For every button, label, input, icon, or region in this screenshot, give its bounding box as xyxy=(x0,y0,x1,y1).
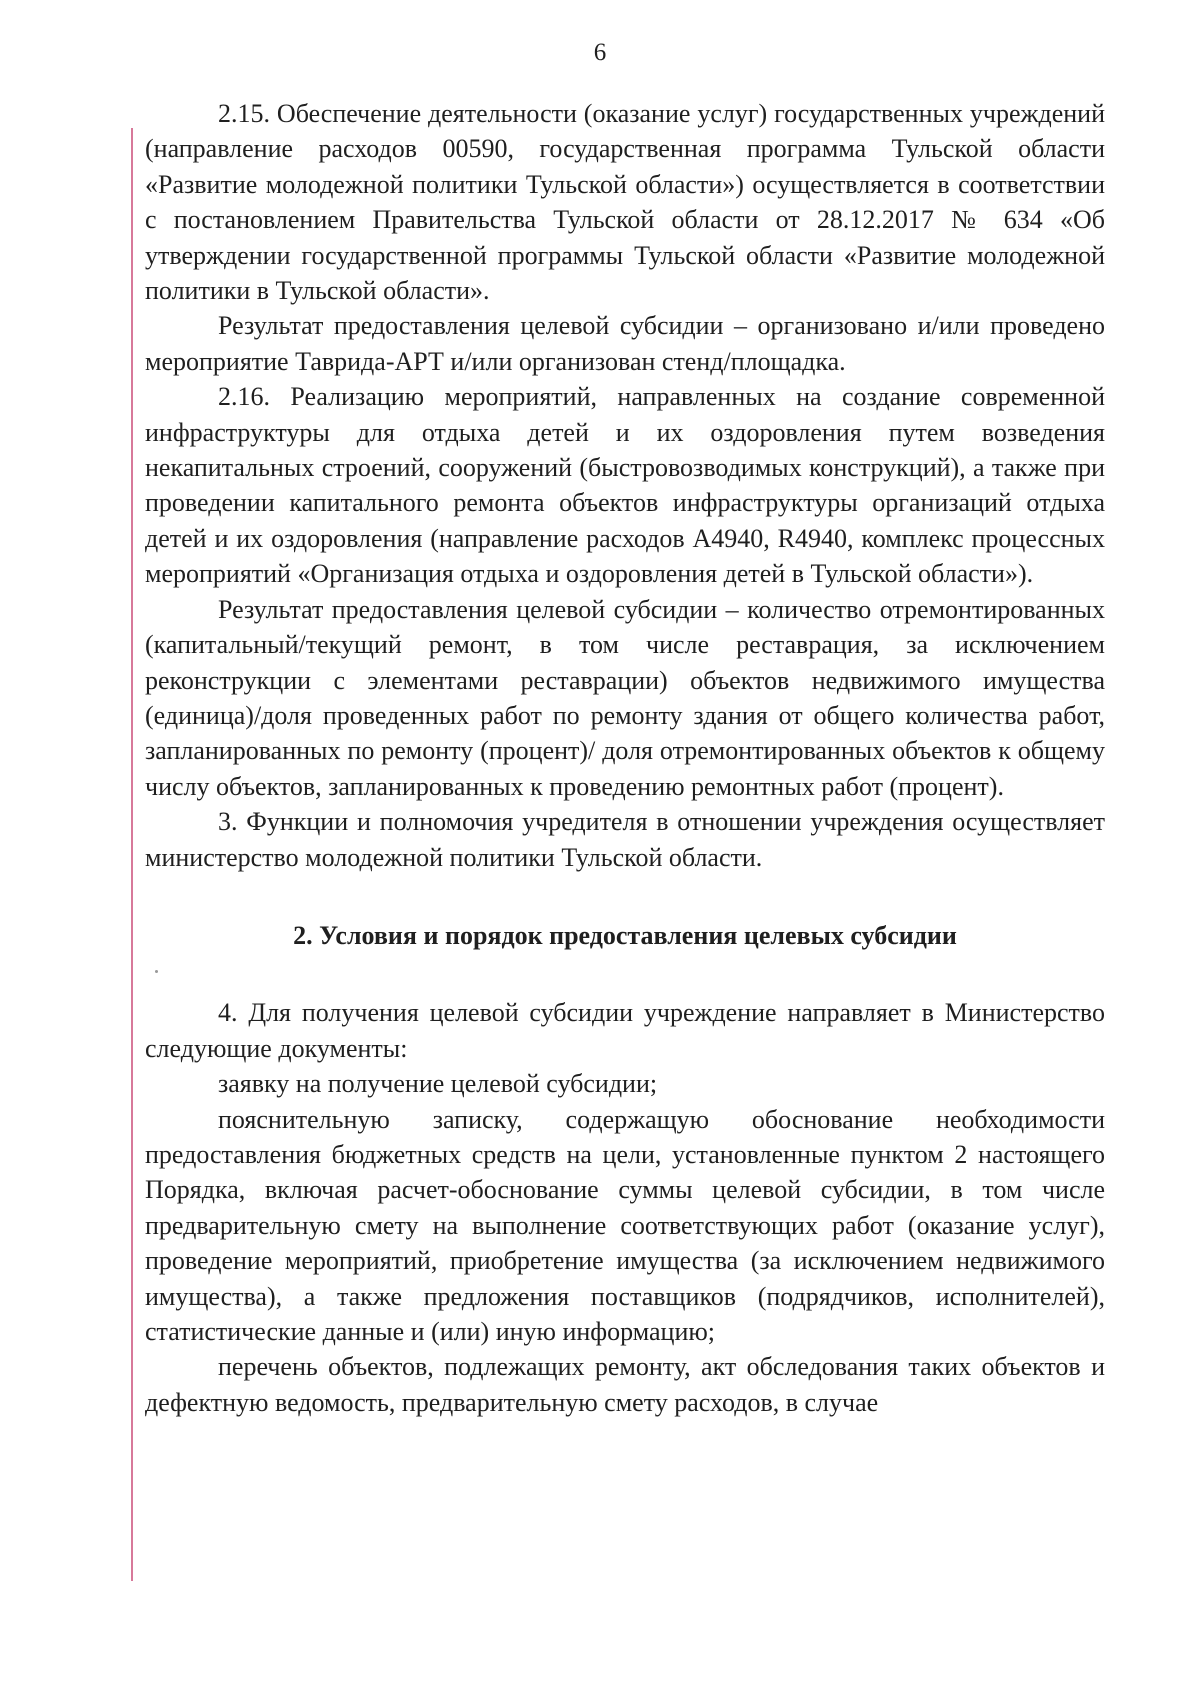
document-body xyxy=(145,96,1105,1420)
page-number: 6 xyxy=(593,39,607,66)
scan-speck xyxy=(155,970,158,973)
paragraph-4: 4. Для получения целевой субсидии учреждение направляет в Министерство следующие документы: xyxy=(145,998,1105,1063)
paragraph-result-2-15: Результат предоставления целевой субсидии – организовано и/или проведено мероприятие Таврида-АРТ и/или организован стенд/площадка. xyxy=(145,311,1105,376)
paragraph-result-2-16: Результат предоставления целевой субсидии – количество отремонтированных (капитальный/текущий ремонт, в том числе реставрация, за исключением реконструкции с элементами реставрации) объектов недвижимого имущества (единица)/доля проведенных работ по ремонту здания от общего количества работ, запланированных по ремонту (процент)/ доля отремонтированных объектов к общему числу объектов, запланированных к проведению ремонтных работ (процент). xyxy=(145,594,1105,801)
paragraph-2-15: 2.15. Обеспечение деятельности (оказание услуг) государственных учреждений (направление расходов 00590, государственная программа Тульской области «Развитие молодежной политики Тульской области») осуществляется в соответствии с постановлением Правительства Тульской области от 28.12.2017 № 634 «Об утверждении государственной программы Тульской области «Развитие молодежной политики в Тульской области». xyxy=(145,99,1105,306)
paragraph-application: заявку на получение целевой субсидии; xyxy=(218,1069,658,1099)
section-heading: 2. Условия и порядок предоставления целевых субсидии xyxy=(293,920,957,950)
paragraph-objects-list: перечень объектов, подлежащих ремонту, акт обследования таких объектов и дефектную ведомость, предварительную смету расходов, в случае xyxy=(145,1352,1105,1417)
margin-line xyxy=(131,128,133,1581)
paragraph-explanatory-note: пояснительную записку, содержащую обоснование необходимости предоставления бюджетных средств на цели, установленные пунктом 2 настоящего Порядка, включая расчет-обоснование суммы целевой субсидии, в том числе предварительную смету на выполнение соответствующих работ (оказание услуг), проведение мероприятий, приобретение имущества (за исключением недвижимого имущества), а также предложения поставщиков (подрядчиков, исполнителей), статистические данные и (или) иную информацию; xyxy=(145,1104,1105,1346)
paragraph-2-16: 2.16. Реализацию мероприятий, направленных на создание современной инфраструктуры для отдыха детей и их оздоровления путем возведения некапитальных строений, сооружений (быстровозводимых конструкций), а также при проведении капитального ремонта объектов инфраструктуры организаций отдыха детей и их оздоровления (направление расходов А4940, R4940, комплекс процессных мероприятий «Организация отдыха и оздоровления детей в Тульской области»). xyxy=(145,382,1105,589)
paragraph-3: 3. Функции и полномочия учредителя в отношении учреждения осуществляет министерство молодежной политики Тульской области. xyxy=(145,807,1105,872)
